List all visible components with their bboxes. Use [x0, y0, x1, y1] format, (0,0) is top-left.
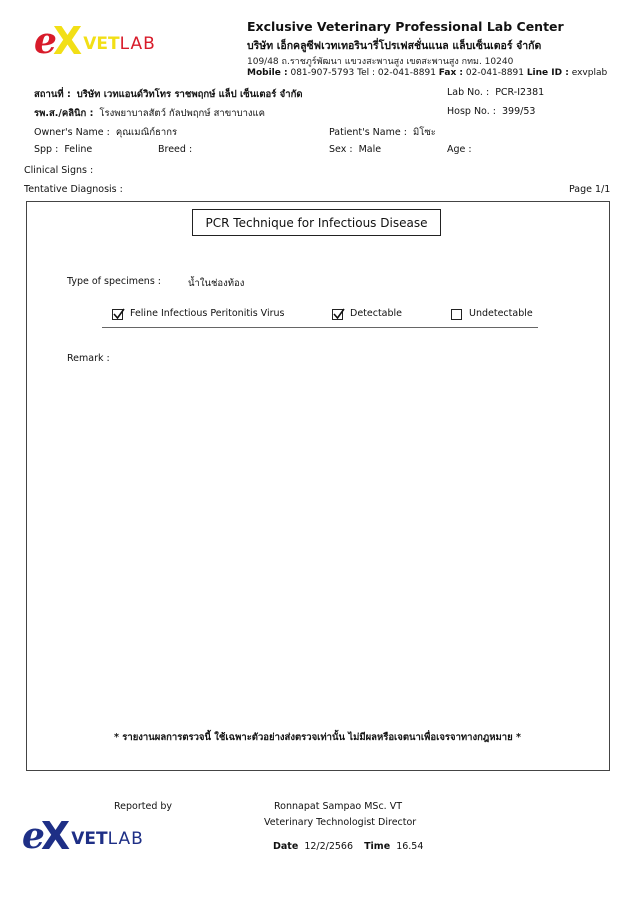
company-contact: [247, 68, 607, 78]
specimen-value: น้ำในช่องท้อง: [188, 278, 245, 289]
footer-logo: [22, 814, 144, 858]
disclaimer-note: * รายงานผลการตรวจนี้ ใช้เฉพาะตัวอย่างส่งตรวจเท่านั้น ไม่มีผลหรือเจตนาเพื่อเจรจาทางกฎหมาย *: [114, 732, 521, 743]
logo-x: X: [40, 814, 71, 858]
patient-value: มิโซะ: [412, 127, 436, 138]
page-number: Page 1/1: [569, 184, 611, 195]
place-value: บริษัท เวทแอนด์วิทโทร ราชพฤกษ์ แล็ป เซ็นเตอร์ จำกัด: [76, 89, 303, 100]
signer-title: Veterinary Technologist Director: [264, 817, 417, 828]
fax-value: 02-041-8891: [465, 68, 524, 78]
company-name-en: Exclusive Veterinary Professional Lab Center: [247, 19, 564, 34]
place-label: สถานที่ :: [34, 89, 71, 100]
date-label: Date: [273, 841, 299, 852]
reported-by-label: Reported by: [114, 801, 173, 812]
spp-value: Feline: [64, 144, 93, 155]
fax-label: Fax :: [438, 68, 464, 78]
logo-e: e: [22, 815, 45, 857]
patient-label: Patient's Name :: [329, 127, 407, 138]
company-logo: [34, 19, 156, 63]
detectable-checkbox[interactable]: [332, 309, 343, 320]
remark-label: Remark :: [67, 353, 110, 364]
age-row: [447, 144, 472, 155]
spp-row: [34, 144, 92, 155]
hosp-no-value: 399/53: [501, 106, 536, 117]
report-title-text: PCR Technique for Infectious Disease: [205, 215, 428, 230]
sex-value: Male: [358, 144, 382, 155]
result-divider: [102, 327, 538, 328]
tel-value: 02-041-8891: [377, 68, 436, 78]
breed-label: Breed :: [158, 144, 193, 155]
logo-lab: LAB: [119, 34, 156, 54]
specimen-label: Type of specimens :: [67, 276, 161, 287]
company-name-th: บริษัท เอ็กคลูซีฟเวทเทอรินารี่โปรเฟสชั่นแนล แล็บเซ็นเตอร์ จำกัด: [247, 40, 542, 52]
line-label: Line ID :: [526, 68, 569, 78]
lab-no-value: PCR-I2381: [495, 87, 545, 98]
signer-name: Ronnapat Sampao MSc. VT: [274, 801, 403, 812]
sex-row: [329, 144, 381, 155]
test-name: Feline Infectious Peritonitis Virus: [130, 308, 285, 319]
sex-label: Sex :: [329, 144, 353, 155]
tentative-diagnosis-label: Tentative Diagnosis :: [24, 184, 123, 195]
company-address: 109/48 ถ.ราชภูร์พัฒนา แขวงสะพานสูง เขตสะพานสูง กทม. 10240: [247, 57, 514, 67]
spp-label: Spp :: [34, 144, 59, 155]
lab-no-row: [447, 87, 544, 98]
patient-row: [329, 125, 436, 140]
owner-value: คุณเมณิก์ธากร: [115, 127, 178, 138]
test-checkbox[interactable]: [112, 309, 123, 320]
logo-lab: LAB: [107, 829, 144, 849]
lab-no-label: Lab No. :: [447, 87, 490, 98]
hospital-value: โรงพยาบาลสัตว์ กัลปพฤกษ์ สาขาบางแค: [99, 108, 266, 119]
mobile-value: 081-907-5793: [290, 68, 355, 78]
report-datetime: [273, 841, 423, 852]
logo-e: e: [34, 20, 57, 62]
hosp-no-row: [447, 106, 535, 117]
owner-row: [34, 125, 177, 140]
line-value: exvplab: [571, 68, 608, 78]
mobile-label: Mobile :: [247, 68, 288, 78]
clinical-signs-label: Clinical Signs :: [24, 165, 94, 176]
detectable-label: Detectable: [350, 308, 403, 319]
undetectable-label: Undetectable: [469, 308, 533, 319]
time-value: 16.54: [396, 841, 424, 852]
hospital-label: รพ.ส./คลินิก :: [34, 108, 94, 119]
age-label: Age :: [447, 144, 472, 155]
logo-vet: VET: [71, 829, 108, 849]
tel-label: Tel :: [357, 68, 376, 78]
breed-row: [158, 144, 192, 155]
hospital-row: [34, 106, 265, 121]
undetectable-checkbox[interactable]: [451, 309, 462, 320]
time-label: Time: [364, 841, 391, 852]
hosp-no-label: Hosp No. :: [447, 106, 496, 117]
place-row: [34, 87, 303, 102]
checkmark-icon: [112, 307, 126, 321]
logo-x: X: [52, 19, 83, 63]
owner-label: Owner's Name :: [34, 127, 110, 138]
report-title: [192, 209, 441, 236]
checkmark-icon: [332, 307, 346, 321]
logo-vet: VET: [83, 34, 120, 54]
date-value: 12/2/2566: [304, 841, 354, 852]
